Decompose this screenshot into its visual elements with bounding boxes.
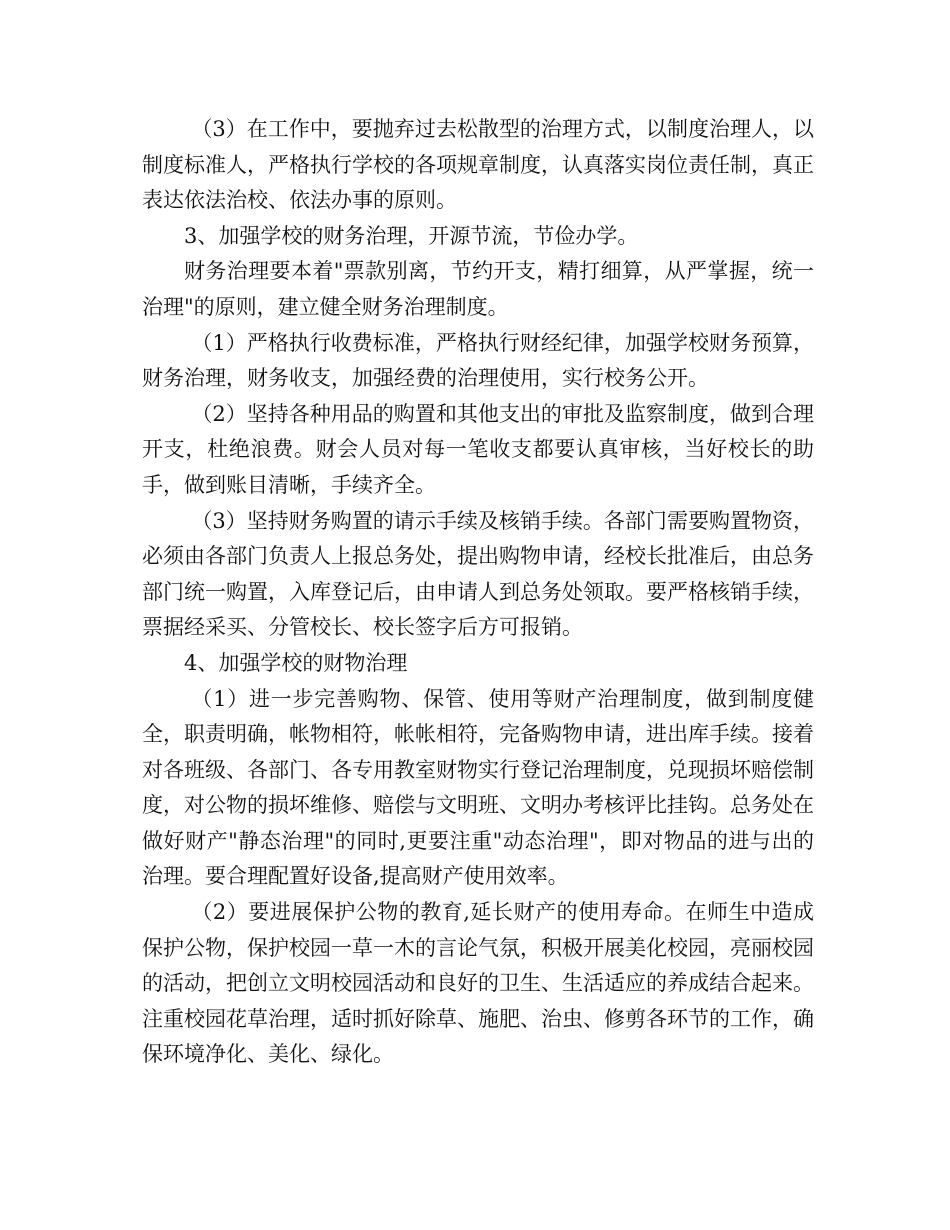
- paragraph-finance-item-3: （3）坚持财务购置的请示手续及核销手续。各部门需要购置物资，必须由各部门负责人上报总务处，提出购物申请，经校长批准后，由总务部门统一购置，入库登记后，由申请人到总务处领取。要严格核销手续，票据经采买、分管校长、校长签字后方可报销。: [142, 508, 814, 640]
- heading-section-4: 4、加强学校的财物治理: [184, 650, 408, 675]
- paragraph-section-3-item-3: （3）在工作中，要抛弃过去松散型的治理方式，以制度治理人，以制度标准人，严格执行学校的各项规章制度，认真落实岗位责任制，真正表达依法治校、依法办事的原则。: [142, 117, 814, 213]
- paragraph-finance-item-1: （1）严格执行收费标准，严格执行财经纪律，加强学校财务预算，财务治理，财务收支，加强经费的治理使用，实行校务公开。: [142, 330, 814, 391]
- paragraph-finance-item-2: （2）坚持各种用品的购置和其他支出的审批及监察制度，做到合理开支，杜绝浪费。财会人员对每一笔收支都要认真审核，当好校长的助手，做到账目清晰，手续齐全。: [142, 401, 814, 497]
- paragraph-property-item-2: （2）要进展保护公物的教育,延长财产的使用寿命。在师生中造成保护公物，保护校园一草一木的言论气氛，积极开展美化校园，亮丽校园的活动，把创立文明校园活动和良好的卫生、生活适应的养成结合起来。注重校园花草治理，适时抓好除草、施肥、治虫、修剪各环节的工作，确保环境净化、美化、绿化。: [142, 900, 814, 1067]
- heading-section-3: 3、加强学校的财务治理，开源节流，节俭办学。: [184, 223, 639, 248]
- document-page: [142, 112, 814, 1073]
- paragraph-property-item-1: （1）进一步完善购物、保管、使用等财产治理制度，做到制度健全，职责明确，帐物相符，帐帐相符，完备购物申请，进出库手续。接着对各班级、各部门、各专用教室财物实行登记治理制度，兑现损坏赔偿制度，对公物的损坏维修、赔偿与文明班、文明办考核评比挂钩。总务处在做好财产"静态治理"的同时,更要注重"动态治理"，即对物品的进与出的治理。要合理配置好设备,提高财产使用效率。: [142, 686, 814, 889]
- paragraph-finance-principle: 财务治理要本着"票款别离，节约开支，精打细算，从严掌握，统一治理"的原则，建立健全财务治理制度。: [142, 259, 814, 319]
